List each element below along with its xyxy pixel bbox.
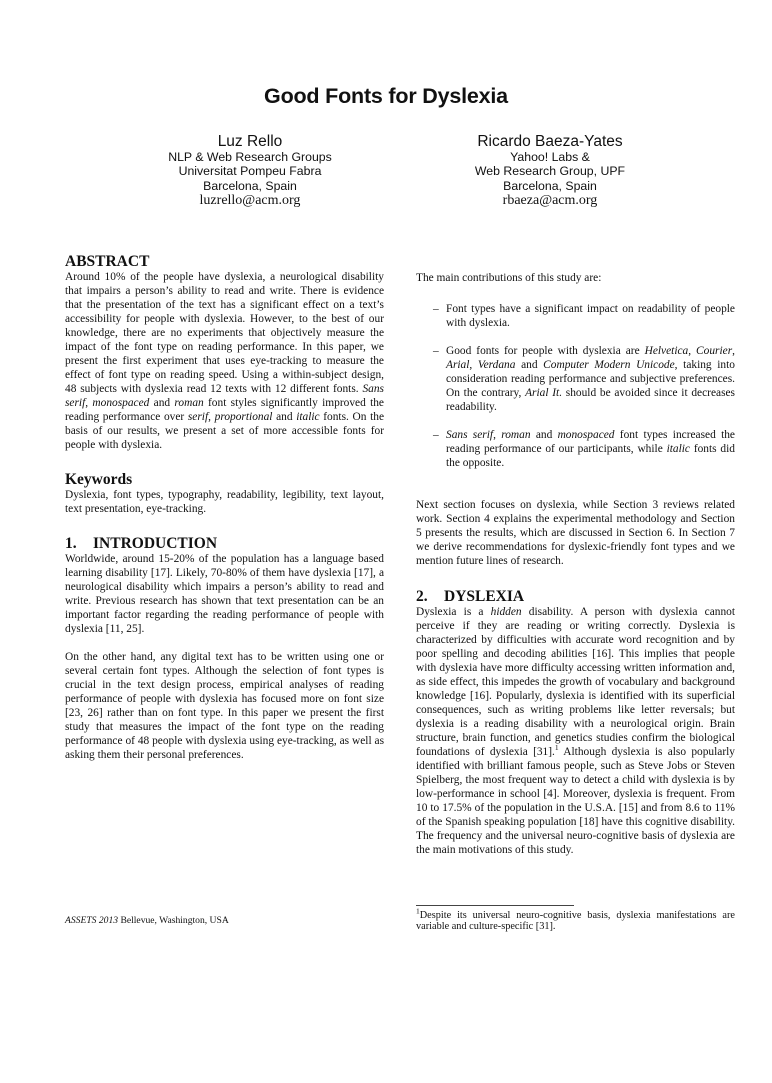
author-email: luzrello@acm.org bbox=[199, 192, 301, 208]
footnote-marker: 1 bbox=[416, 906, 420, 916]
contribution-item: – Good fonts for people with dyslexia are Helvetica, Courier, Arial, Verdana and Computer Modern Unicode, taking into consideration reading performance and subjective preferences. On the contrary, Arial It. should be avoided since it decreases readability. bbox=[434, 344, 735, 414]
dyslexia-paragraph: Dyslexia is a hidden disability. A person with dyslexia cannot perceive if they are reading or writing correctly. Dyslexia is characterized by difficulties with accurate word recognition and by poor spelling and decoding abilities [16]. This implies that people with dyslexia have more difficulty accessing written information and, as side effect, this impedes the growth of vocabulary and background knowledge [16]. Popularly, dyslexia is identified with its superficial consequences, such as writing problems like letter reversals; but dyslexia is a reading disability with a neurological origin. Brain structure, brain function, and genetics studies confirm the biological foundations of dyslexia [31].$^1$ Although dyslexia is also popularly identified with brilliant famous people, such as Steve Jobs or Steven Spielberg, the most frequent way to detect a child with dyslexia is by low-performance in school [4]. Moreover, dyslexia is frequent. From 10 to 17.5% of the population in the U.S.A. [15] and from 8.6 to 11% of the Spanish speaking population [18] have this cognitive disability. The frequency and the universal neuro-cognitive basis of dyslexia are the main motivations of this study. bbox=[416, 606, 736, 856]
conference-location: Bellevue, Washington, USA bbox=[118, 915, 229, 926]
footnote-marker: 1 bbox=[554, 743, 559, 753]
right-column bbox=[416, 271, 735, 857]
author-name: Ricardo Baeza-Yates bbox=[477, 133, 623, 150]
footnote-divider bbox=[416, 905, 574, 906]
introduction-paragraph-1: Worldwide, around 15-20% of the population has a language based learning disability [17]. Likely, 70-80% of them have dyslexia [17], a neurological disability which impairs a person’s ability to read and write. Previous research has shown that text presentation can be an important factor regarding the reading performance of people with dyslexia [11, 25]. bbox=[65, 553, 384, 635]
left-column bbox=[65, 253, 384, 762]
dyslexia-heading: 2. DYSLEXIA bbox=[416, 588, 525, 605]
author-affiliation-line: Universitat Pompeu Fabra bbox=[178, 164, 322, 179]
contributions-lead: The main contributions of this study are: bbox=[416, 272, 602, 284]
author-affiliation-line: Barcelona, Spain bbox=[203, 178, 297, 193]
paper-outline-paragraph: Next section focuses on dyslexia, while Section 3 reviews related work. Section 4 explains the experimental methodology and Section 5 presents the results, which are discussed in Section 6. In Section 7 we derive recommendations for dyslexic-friendly font types and we mention future lines of research. bbox=[416, 499, 735, 567]
author-email: rbaeza@acm.org bbox=[502, 192, 598, 208]
author-block-2 bbox=[445, 133, 655, 208]
author-name: Luz Rello bbox=[217, 133, 283, 150]
author-affiliation-line: Web Research Group, UPF bbox=[474, 164, 626, 179]
author-affiliation-line: Barcelona, Spain bbox=[503, 178, 597, 193]
footnote: $^1$Despite its universal neuro-cognitive basis, dyslexia manifestations are variable and culture-specific [31]. bbox=[416, 906, 735, 933]
conference-name: ASSETS 2013 bbox=[65, 915, 119, 926]
author-affiliation-line: NLP & Web Research Groups bbox=[168, 150, 332, 164]
contribution-item: – Font types have a significant impact on readability of people with dyslexia. bbox=[434, 302, 735, 330]
keywords-heading: Keywords bbox=[65, 471, 133, 488]
author-block-1 bbox=[145, 133, 355, 208]
introduction-heading: 1. INTRODUCTION bbox=[65, 535, 218, 552]
contribution-item: – Sans serif, roman and monospaced font types increased the reading performance of our participants, while italic fonts did the opposite. bbox=[434, 428, 735, 470]
venue-footer bbox=[65, 915, 229, 926]
author-affiliation-line: Yahoo! Labs & bbox=[510, 150, 590, 164]
abstract-text: Around 10% of the people have dyslexia, a neurological disability that impairs a person’s ability to read and write. There is evidence that the presentation of the text has a significant effect on a text’s accessibility for people with dyslexia. However, to the best of our knowledge, there are no experiments that objectively measure the impact of the font type on reading performance. In this paper, we present the first experiment that uses eye-tracking to measure the effect of font type on reading speed. Using a within-subject design, 48 subjects with dyslexia read 12 texts with 12 different fonts. Sans serif, monospaced and roman font styles significantly improved the reading performance over serif, proportional and italic fonts. On the basis of our results, we present a set of more accessible fonts for people with dyslexia. bbox=[65, 271, 384, 451]
paper-title: Good Fonts for Dyslexia bbox=[264, 84, 508, 109]
abstract-heading: ABSTRACT bbox=[65, 253, 150, 270]
introduction-paragraph-2: On the other hand, any digital text has to be written using one or several certain font types. Although the selection of font types is crucial in the text design process, empirical analyses of reading performance of people with dyslexia has focused more on font size [23, 26] rather than on font type. In this paper we present the first study that measures the impact of the font type on the reading performance of 48 people with dyslexia using eye-tracking, as well as asking them their personal preferences. bbox=[65, 651, 384, 761]
contributions-list bbox=[416, 302, 735, 470]
keywords-text: Dyslexia, font types, typography, readability, legibility, text layout, text presentation, eye-tracking. bbox=[65, 489, 384, 515]
